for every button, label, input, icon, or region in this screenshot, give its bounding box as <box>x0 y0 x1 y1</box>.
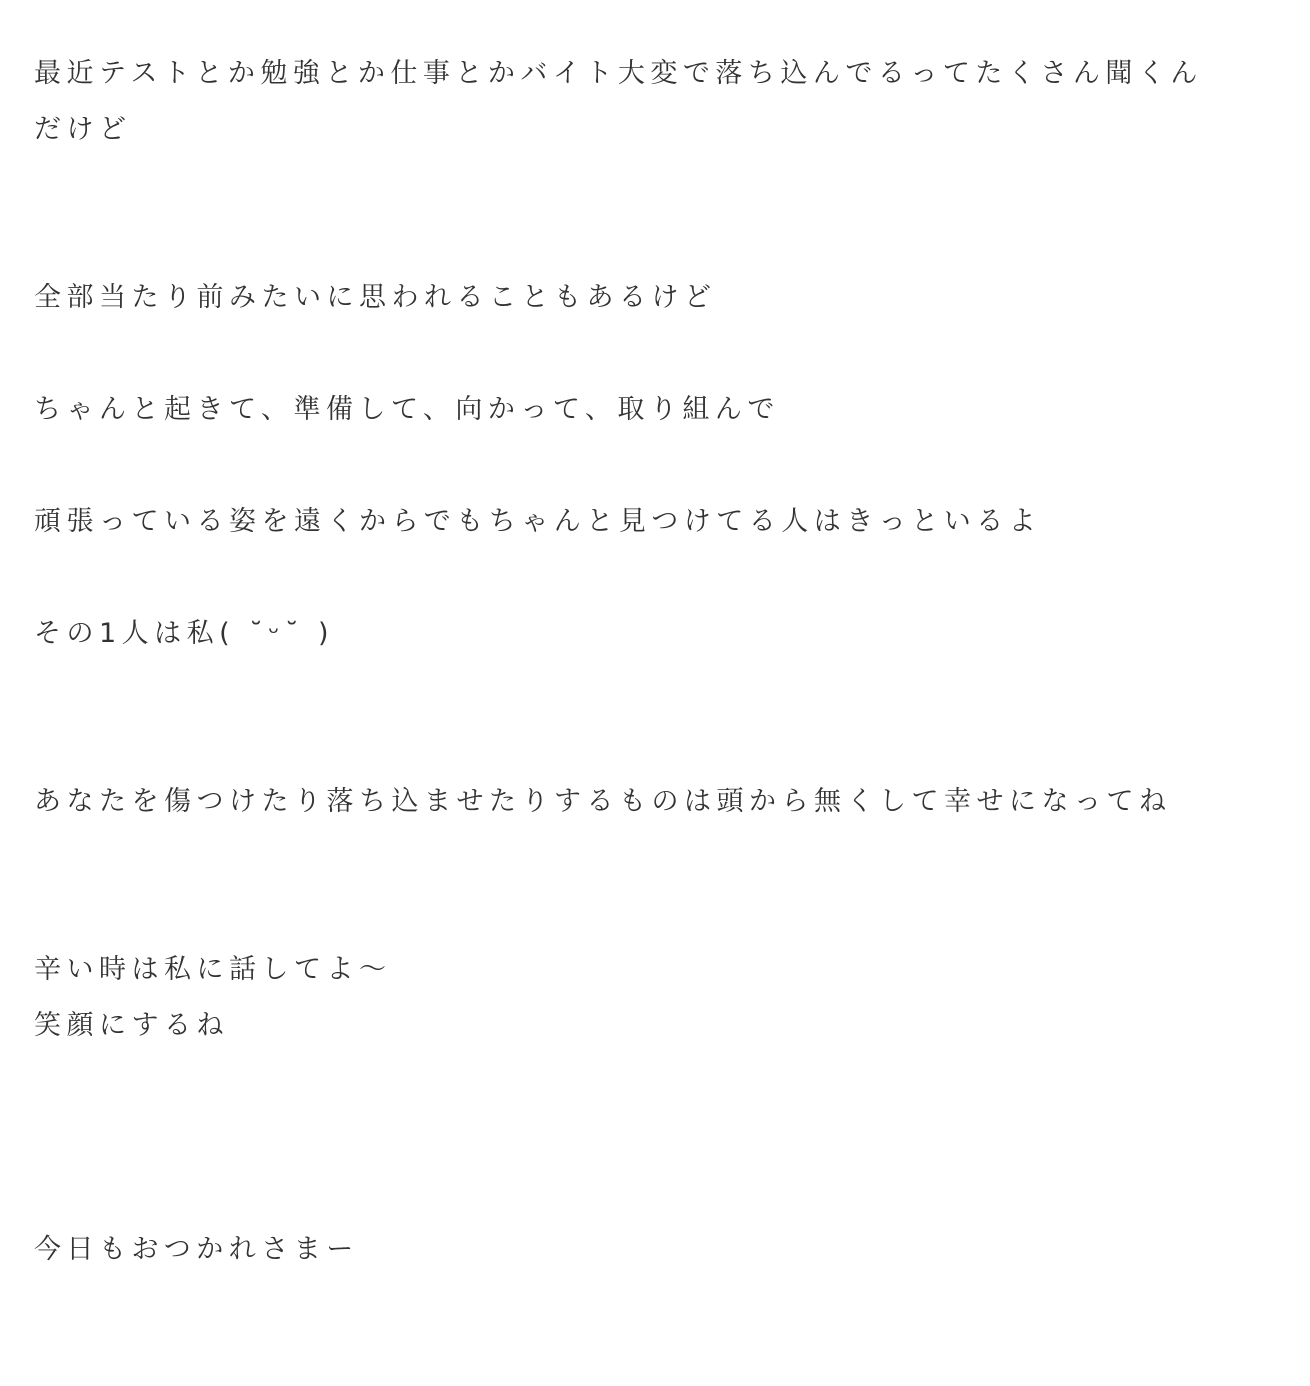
paragraph-text: あなたを傷つけたり落ち込ませたりするものは頭から無くして幸せになってね <box>34 786 1172 817</box>
paragraph-text: 最近テストとか勉強とか仕事とかバイト大変で落ち込んでるってたくさん聞くんだけど <box>34 58 1203 145</box>
paragraph-text: 頑張っている姿を遠くからでもちゃんと見つけてる人はきっといるよ <box>34 506 1042 537</box>
paragraph-text: 笑顔にするね <box>34 1010 229 1041</box>
paragraph-text: 全部当たり前みたいに思われることもあるけど <box>34 282 717 313</box>
paragraph-text: その1人は私( ˘ᵕ˘ ) <box>34 618 335 649</box>
paragraph-text: 辛い時は私に話してよ〜 <box>34 954 392 985</box>
paragraph-text: ちゃんと起きて、準備して、向かって、取り組んで <box>34 394 780 425</box>
paragraph-text: 今日もおつかれさまー <box>34 1234 359 1265</box>
